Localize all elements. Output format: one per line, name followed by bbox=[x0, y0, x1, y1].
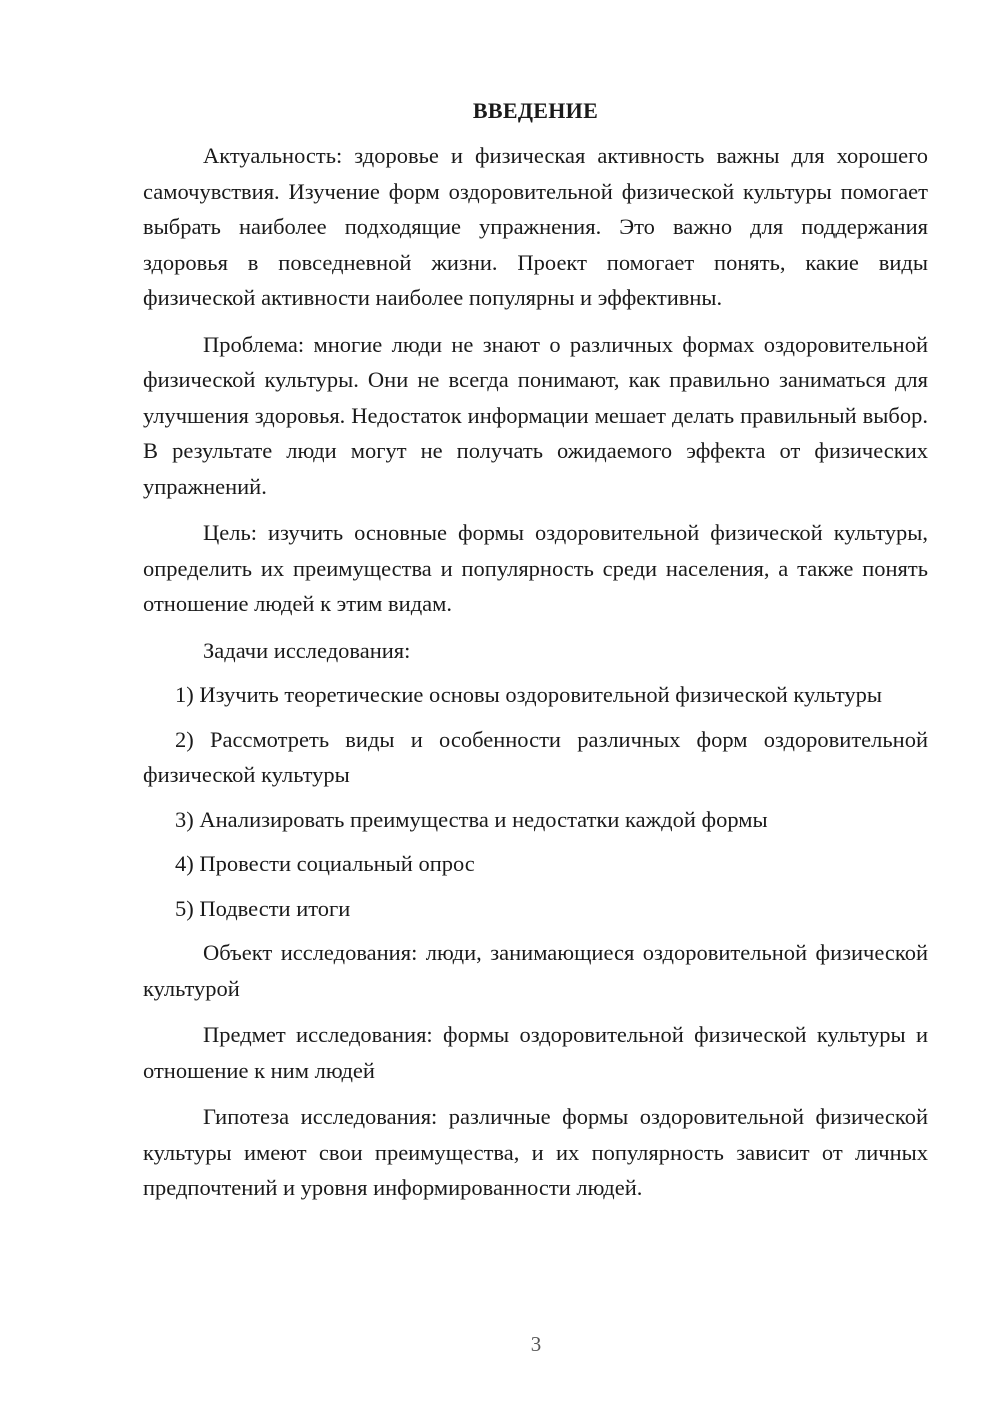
task-item: 4) Провести социальный опрос bbox=[175, 851, 475, 876]
subject-paragraph: Предмет исследования: формы оздоровительной физической культуры и отношение к ним людей bbox=[143, 1022, 928, 1083]
hypothesis-paragraph: Гипотеза исследования: различные формы оздоровительной физической культуры имеют свои преимущества, и их популярность зависит от личных предпочтений и уровня информированности людей. bbox=[143, 1104, 928, 1200]
page-content bbox=[143, 96, 928, 1217]
task-item: 1) Изучить теоретические основы оздоровительной физической культуры bbox=[175, 682, 883, 707]
task-item: 2) Рассмотреть виды и особенности различных форм оздоровительной физической культуры bbox=[143, 726, 928, 787]
section-heading: ВВЕДЕНИЕ bbox=[472, 98, 599, 123]
tasks-label: Задачи исследования: bbox=[203, 637, 411, 663]
goal-paragraph: Цель: изучить основные формы оздоровительной физической культуры, определить их преимущества и популярность среди населения, а также понять отношение людей к этим видам. bbox=[143, 520, 928, 616]
object-paragraph: Объект исследования: люди, занимающиеся оздоровительной физической культурой bbox=[143, 940, 928, 1001]
problem-paragraph: Проблема: многие люди не знают о различных формах оздоровительной физической культуры. Они не всегда понимают, как правильно заниматься для улучшения здоровья. Недостаток информации мешает делать правильный выбор. В результате люди могут не получать ожидаемого эффекта от физических упражнений. bbox=[143, 331, 928, 499]
tasks-list bbox=[143, 677, 928, 926]
relevance-paragraph: Актуальность: здоровье и физическая активность важны для хорошего самочувствия. Изучение форм оздоровительной физической культуры помогает выбрать наиболее подходящие упражнения. Это важно для поддержания здоровья в повседневной жизни. Проект помогает понять, какие виды физической активности наиболее популярны и эффективны. bbox=[143, 143, 928, 310]
page-number: 3 bbox=[530, 1332, 542, 1356]
task-item: 5) Подвести итоги bbox=[175, 895, 351, 921]
task-item: 3) Анализировать преимущества и недостатки каждой формы bbox=[175, 806, 768, 832]
